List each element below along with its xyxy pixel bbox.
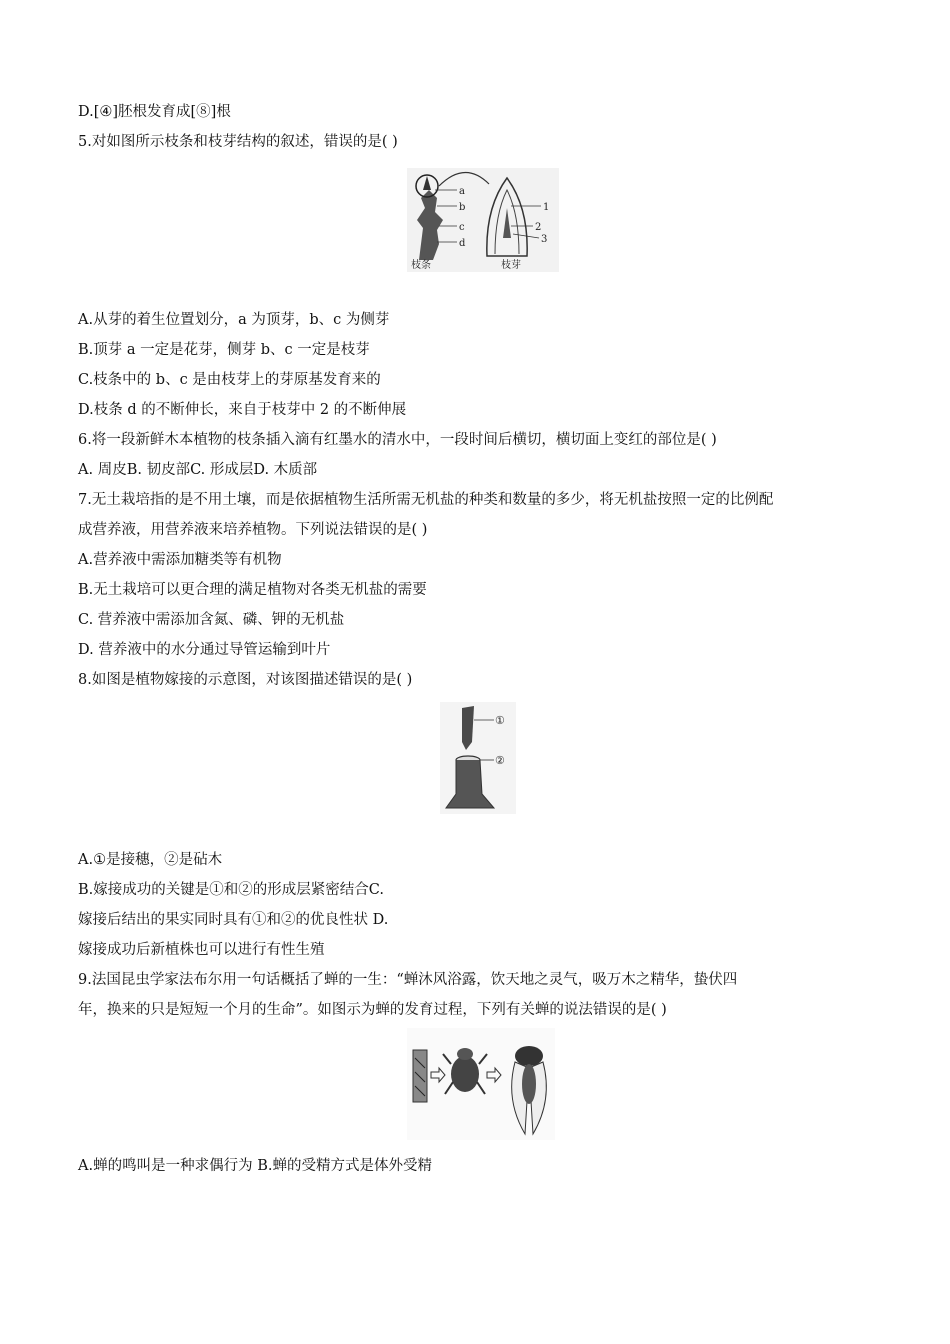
question-8-option-a: A.①是接穗，②是砧木 [78,852,223,868]
figure-cicada-development [407,1028,555,1140]
label-1: 1 [543,202,550,213]
scion-illustration [462,706,474,750]
question-8-option-c: 嫁接后结出的果实同时具有①和②的优良性状 D. [78,912,389,928]
question-7-option-a: A.营养液中需添加糖类等有机物 [78,552,282,568]
label-b: b [459,202,466,213]
figure-grafting [440,702,516,814]
egg-on-twig-illustration [413,1050,427,1102]
figure-branch-and-bud [407,168,559,272]
branch-illustration [416,172,489,260]
question-9-stem-line-2: 年，换来的只是短短一个月的生命”。如图示为蝉的发育过程，下列有关蝉的说法错误的是( ) [78,1002,667,1018]
arrow-icon [487,1068,501,1082]
label-3: 3 [541,234,548,245]
label-rootstock-number: ② [495,754,505,767]
question-7-option-c: C. 营养液中需添加含氮、磷、钾的无机盐 [78,612,345,628]
label-c: c [459,222,465,233]
question-8-option-b: B.嫁接成功的关键是①和②的形成层紧密结合C. [78,882,384,898]
caption-branch: 枝条 [411,260,431,271]
question-5-option-c: C.枝条中的 b、c 是由枝芽上的芽原基发育来的 [78,372,381,388]
label-d: d [459,238,466,249]
question-6-options: A. 周皮B. 韧皮部C. 形成层D. 木质部 [78,462,318,478]
label-scion-number: ① [495,714,505,727]
adult-cicada-illustration [512,1046,547,1134]
arrow-icon [431,1068,445,1082]
caption-bud: 枝芽 [501,260,521,271]
question-6-stem: 6.将一段新鲜木本植物的枝条插入滴有红墨水的清水中，一段时间后横切，横切面上变红的部位是( ) [78,432,717,448]
question-8-stem: 8.如图是植物嫁接的示意图，对该图描述错误的是( ) [78,672,413,688]
question-9-options-ab: A.蝉的鸣叫是一种求偶行为 B.蝉的受精方式是体外受精 [78,1158,432,1174]
question-7-option-b: B.无土栽培可以更合理的满足植物对各类无机盐的需要 [78,582,427,598]
question-8-option-d: 嫁接成功后新植株也可以进行有性生殖 [78,942,325,958]
label-2: 2 [535,222,542,233]
question-7-option-d: D. 营养液中的水分通过导管运输到叶片 [78,642,331,658]
rootstock-illustration [446,756,494,808]
question-7-stem-line-1: 7.无土栽培指的是不用土壤，而是依据植物生活所需无机盐的种类和数量的多少，将无机盐按照一定的比例配 [78,492,774,508]
question-4-option-d: D.[④]胚根发育成[⑧]根 [78,104,231,120]
question-5-option-d: D.枝条 d 的不断伸长，来自于枝芽中 2 的不断伸展 [78,402,407,418]
nymph-illustration [443,1048,487,1094]
label-a: a [459,186,465,197]
question-5-option-a: A.从芽的着生位置划分，a 为顶芽，b、c 为侧芽 [78,312,390,328]
question-5-stem: 5.对如图所示枝条和枝芽结构的叙述，错误的是( ) [78,134,398,150]
question-9-stem-line-1: 9.法国昆虫学家法布尔用一句话概括了蝉的一生：“蝉沐风浴露，饮天地之灵气，吸万木之精华，蛰伏四 [78,972,738,988]
question-7-stem-line-2: 成营养液，用营养液来培养植物。下列说法错误的是( ) [78,522,428,538]
question-5-option-b: B.顶芽 a 一定是花芽，侧芽 b、c 一定是枝芽 [78,342,370,358]
bud-section-illustration [487,178,527,256]
